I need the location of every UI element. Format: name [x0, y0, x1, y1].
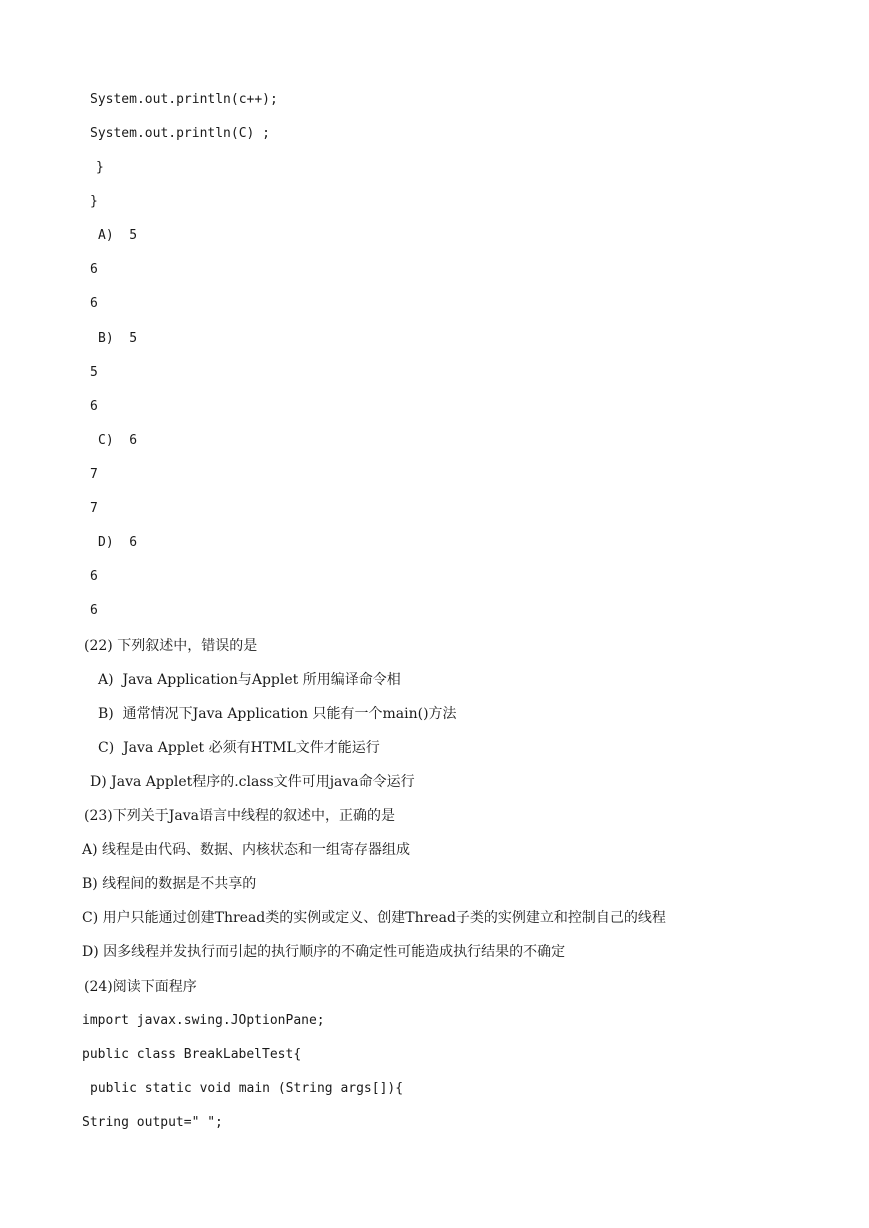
option-line: 6 — [90, 296, 98, 311]
question-23: (23)下列关于Java语言中线程的叙述中，正确的是 — [84, 808, 395, 824]
option-line: 6 — [90, 262, 98, 277]
question-23-option-c: C) 用户只能通过创建Thread类的实例或定义、创建Thread子类的实例建立和控制自己的线程 — [82, 910, 666, 926]
question-22: (22) 下列叙述中，错误的是 — [84, 638, 258, 654]
question-23-option-d: D) 因多线程并发执行而引起的执行顺序的不确定性可能造成执行结果的不确定 — [82, 944, 566, 960]
option-line: A) 5 — [98, 228, 138, 243]
code-line: } — [90, 194, 98, 209]
option-line: 6 — [90, 603, 98, 618]
code-line: System.out.println(c++); — [90, 92, 278, 107]
question-22-option-a: A) Java Application与Applet 所用编译命令相 — [98, 672, 401, 688]
code-line: System.out.println(C) ; — [90, 126, 271, 141]
code-line: public class BreakLabelTest{ — [82, 1047, 302, 1062]
option-line: 7 — [90, 501, 98, 516]
option-line: 6 — [90, 569, 98, 584]
option-line: B) 5 — [98, 331, 138, 346]
question-22-option-b: B) 通常情况下Java Application 只能有一个main()方法 — [98, 706, 457, 722]
code-line: public static void main (String args[]){ — [90, 1081, 404, 1096]
code-line: import javax.swing.JOptionPane; — [82, 1013, 325, 1028]
option-line: 5 — [90, 365, 98, 380]
option-line: D) 6 — [98, 535, 138, 550]
question-24: (24)阅读下面程序 — [84, 979, 197, 995]
question-22-option-d: D) Java Applet程序的.class文件可用java命令运行 — [90, 774, 415, 790]
question-23-option-a: A) 线程是由代码、数据、内核状态和一组寄存器组成 — [82, 842, 411, 858]
option-line: C) 6 — [98, 433, 138, 448]
option-line: 7 — [90, 467, 98, 482]
question-23-option-b: B) 线程间的数据是不共享的 — [82, 876, 257, 892]
code-line: String output=" "; — [82, 1115, 223, 1130]
question-22-option-c: C) Java Applet 必须有HTML文件才能运行 — [98, 740, 380, 756]
option-line: 6 — [90, 399, 98, 414]
code-line: } — [96, 160, 104, 175]
